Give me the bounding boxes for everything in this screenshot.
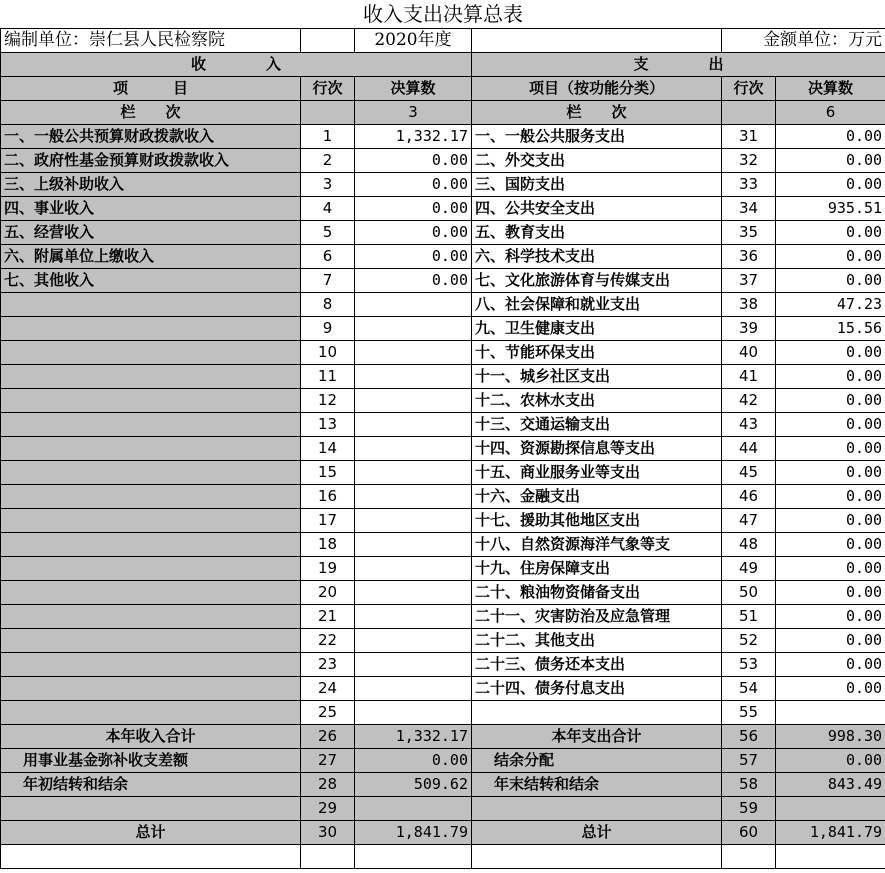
- empty-cell: [722, 845, 776, 869]
- expense-amount: 998.30: [776, 725, 885, 749]
- income-line-no: 7: [301, 269, 355, 293]
- income-item: [1, 413, 301, 437]
- expense-line-no: 52: [722, 629, 776, 653]
- total-row: [1, 725, 885, 749]
- table-row: [1, 389, 885, 413]
- money-unit: 金额单位：万元: [722, 29, 885, 53]
- blank-row: [1, 797, 885, 821]
- income-amount: [355, 797, 472, 821]
- expense-amount: 0.00: [776, 749, 885, 773]
- expense-item: [472, 701, 722, 725]
- empty-cell: [301, 845, 355, 869]
- income-line-no: 17: [301, 509, 355, 533]
- income-line-no: 20: [301, 581, 355, 605]
- expense-line-no: 32: [722, 149, 776, 173]
- table-row: [1, 173, 885, 197]
- trailing-empty-row: [1, 845, 885, 869]
- expense-line-no: 53: [722, 653, 776, 677]
- expense-line-no: 34: [722, 197, 776, 221]
- expense-amount: 0.00: [776, 509, 885, 533]
- income-amount: [355, 461, 472, 485]
- income-line-no: 14: [301, 437, 355, 461]
- expense-amount: 0.00: [776, 173, 885, 197]
- income-line-no: 13: [301, 413, 355, 437]
- expense-item: 二十二、其他支出: [472, 629, 722, 653]
- income-item: [1, 557, 301, 581]
- expense-amount: 0.00: [776, 557, 885, 581]
- income-item: 六、附属单位上缴收入: [1, 245, 301, 269]
- expense-amount: 0.00: [776, 245, 885, 269]
- income-line-no: 16: [301, 485, 355, 509]
- income-line-no: 8: [301, 293, 355, 317]
- expense-item: 十七、援助其他地区支出: [472, 509, 722, 533]
- expense-item: 二十三、债务还本支出: [472, 653, 722, 677]
- expense-amount: 0.00: [776, 341, 885, 365]
- table-row: [1, 509, 885, 533]
- income-amount: [355, 629, 472, 653]
- table-row: [1, 221, 885, 245]
- expense-line-no: 42: [722, 389, 776, 413]
- table-row: [1, 581, 885, 605]
- income-amount: [355, 581, 472, 605]
- expense-amount: 15.56: [776, 317, 885, 341]
- income-item: [1, 485, 301, 509]
- expense-amount: [776, 797, 885, 821]
- income-line-header: 行次: [301, 77, 355, 101]
- income-summary-label: 本年收入合计: [1, 725, 301, 749]
- income-item: [1, 341, 301, 365]
- expense-line-no: 51: [722, 605, 776, 629]
- income-amount: 0.00: [355, 749, 472, 773]
- expense-amount: 1,841.79: [776, 821, 885, 845]
- income-item: 三、上级补助收入: [1, 173, 301, 197]
- income-summary-label: 年初结转和结余: [1, 773, 301, 797]
- table-row: [1, 149, 885, 173]
- expense-amount: 0.00: [776, 125, 885, 149]
- income-amount: [355, 485, 472, 509]
- expense-line-no: 31: [722, 125, 776, 149]
- expense-item: 九、卫生健康支出: [472, 317, 722, 341]
- expense-line-no: 38: [722, 293, 776, 317]
- income-line-no: 28: [301, 773, 355, 797]
- expense-line-no: 40: [722, 341, 776, 365]
- income-line-no: 25: [301, 701, 355, 725]
- income-section-header: 收 入: [1, 53, 472, 77]
- table-row: [1, 605, 885, 629]
- income-item: [1, 437, 301, 461]
- expense-column-number: 6: [776, 101, 885, 125]
- income-amount: 1,332.17: [355, 725, 472, 749]
- income-amount-header: 决算数: [355, 77, 472, 101]
- income-column-label: 栏 次: [1, 101, 301, 125]
- expense-summary-label: 本年支出合计: [472, 725, 722, 749]
- carryover-row: [1, 773, 885, 797]
- expense-item: 十八、自然资源海洋气象等支: [472, 533, 722, 557]
- income-line-no: 11: [301, 365, 355, 389]
- income-item: 一、一般公共预算财政拨款收入: [1, 125, 301, 149]
- expense-amount: 0.00: [776, 269, 885, 293]
- table-row: [1, 293, 885, 317]
- income-amount: [355, 653, 472, 677]
- income-item: [1, 293, 301, 317]
- income-item: 五、经营收入: [1, 221, 301, 245]
- expense-summary-label: 结余分配: [472, 749, 722, 773]
- table-row: [1, 413, 885, 437]
- expense-amount-header: 决算数: [776, 77, 885, 101]
- expense-line-no: 37: [722, 269, 776, 293]
- expense-amount: 0.00: [776, 389, 885, 413]
- expense-summary-label: [472, 797, 722, 821]
- expense-amount: 935.51: [776, 197, 885, 221]
- expense-summary-label: 总计: [472, 821, 722, 845]
- income-amount: [355, 701, 472, 725]
- expense-amount: 0.00: [776, 461, 885, 485]
- expense-amount: 0.00: [776, 653, 885, 677]
- income-amount: 0.00: [355, 173, 472, 197]
- income-amount: [355, 317, 472, 341]
- reporting-unit: 编制单位：崇仁县人民检察院: [1, 29, 301, 53]
- income-line-no: 26: [301, 725, 355, 749]
- table-row: [1, 365, 885, 389]
- income-amount: 1,841.79: [355, 821, 472, 845]
- expense-item: 二十四、债务付息支出: [472, 677, 722, 701]
- income-line-no: 3: [301, 173, 355, 197]
- table-row: [1, 653, 885, 677]
- table-row: [1, 437, 885, 461]
- table-row: [1, 677, 885, 701]
- table-row: [1, 557, 885, 581]
- expense-line-no: 39: [722, 317, 776, 341]
- expense-line-no: 47: [722, 509, 776, 533]
- income-amount: [355, 413, 472, 437]
- income-line-no: 18: [301, 533, 355, 557]
- income-amount: [355, 389, 472, 413]
- income-line-no: 2: [301, 149, 355, 173]
- expense-amount: 0.00: [776, 365, 885, 389]
- expense-item: 十六、金融支出: [472, 485, 722, 509]
- income-item: [1, 605, 301, 629]
- income-amount: 0.00: [355, 197, 472, 221]
- expense-amount: 0.00: [776, 629, 885, 653]
- expense-line-no: 41: [722, 365, 776, 389]
- expense-line-no: 54: [722, 677, 776, 701]
- empty-cell: [776, 845, 885, 869]
- expense-item: 四、公共安全支出: [472, 197, 722, 221]
- income-amount: [355, 605, 472, 629]
- expense-item: 八、社会保障和就业支出: [472, 293, 722, 317]
- table-row: [1, 629, 885, 653]
- income-line-no: 5: [301, 221, 355, 245]
- expense-line-no: 33: [722, 173, 776, 197]
- income-line-no: 6: [301, 245, 355, 269]
- expense-item: 五、教育支出: [472, 221, 722, 245]
- income-item: [1, 389, 301, 413]
- expense-item: 二、外交支出: [472, 149, 722, 173]
- income-item: 二、政府性基金预算财政拨款收入: [1, 149, 301, 173]
- income-amount: 0.00: [355, 149, 472, 173]
- income-item: 七、其他收入: [1, 269, 301, 293]
- expense-line-no: 58: [722, 773, 776, 797]
- expense-summary-label: 年末结转和结余: [472, 773, 722, 797]
- income-line-no: 30: [301, 821, 355, 845]
- income-amount: [355, 437, 472, 461]
- income-amount: 0.00: [355, 269, 472, 293]
- income-amount: [355, 677, 472, 701]
- fiscal-year: 2020年度: [355, 29, 472, 53]
- grand-total-row: [1, 821, 885, 845]
- table-row: [1, 701, 885, 725]
- expense-line-no: 48: [722, 533, 776, 557]
- empty-cell: [1, 845, 301, 869]
- expense-amount: 0.00: [776, 533, 885, 557]
- expense-line-no: 35: [722, 221, 776, 245]
- expense-item-header: 项目（按功能分类）: [472, 77, 722, 101]
- income-line-no: 27: [301, 749, 355, 773]
- income-line-no: 29: [301, 797, 355, 821]
- expense-line-no: 43: [722, 413, 776, 437]
- expense-item: 十一、城乡社区支出: [472, 365, 722, 389]
- expense-item: 十、节能环保支出: [472, 341, 722, 365]
- income-item: [1, 701, 301, 725]
- expense-line-no: 60: [722, 821, 776, 845]
- income-item: [1, 533, 301, 557]
- table-row: [1, 461, 885, 485]
- income-item: [1, 509, 301, 533]
- income-amount: [355, 341, 472, 365]
- expense-item: 一、一般公共服务支出: [472, 125, 722, 149]
- empty-cell: [355, 845, 472, 869]
- income-line-no: 23: [301, 653, 355, 677]
- table-title: 收入支出决算总表: [1, 0, 885, 29]
- expense-amount: 47.23: [776, 293, 885, 317]
- expense-line-no: 50: [722, 581, 776, 605]
- income-amount: 0.00: [355, 221, 472, 245]
- income-item: [1, 317, 301, 341]
- expense-item: 二十、粮油物资储备支出: [472, 581, 722, 605]
- expense-line-no: 36: [722, 245, 776, 269]
- income-summary-label: 总计: [1, 821, 301, 845]
- expense-amount: 0.00: [776, 221, 885, 245]
- income-item: [1, 461, 301, 485]
- expense-amount: 843.49: [776, 773, 885, 797]
- expense-item: 十五、商业服务业等支出: [472, 461, 722, 485]
- adjustment-row: [1, 749, 885, 773]
- expense-amount: 0.00: [776, 581, 885, 605]
- expense-line-header: 行次: [722, 77, 776, 101]
- expense-amount: 0.00: [776, 437, 885, 461]
- expense-line-no: 55: [722, 701, 776, 725]
- income-line-no: 9: [301, 317, 355, 341]
- expense-line-no: 44: [722, 437, 776, 461]
- income-line-no: 21: [301, 605, 355, 629]
- expense-amount: 0.00: [776, 485, 885, 509]
- expense-amount: [776, 701, 885, 725]
- income-item: [1, 653, 301, 677]
- income-amount: 1,332.17: [355, 125, 472, 149]
- income-line-no: 1: [301, 125, 355, 149]
- expense-item: 六、科学技术支出: [472, 245, 722, 269]
- expense-amount: 0.00: [776, 413, 885, 437]
- expense-item: 十三、交通运输支出: [472, 413, 722, 437]
- table-row: [1, 125, 885, 149]
- income-line-no: 4: [301, 197, 355, 221]
- income-line-no: 22: [301, 629, 355, 653]
- income-amount: [355, 509, 472, 533]
- income-line-no: 12: [301, 389, 355, 413]
- table-row: [1, 341, 885, 365]
- income-summary-label: [1, 797, 301, 821]
- expense-amount: 0.00: [776, 149, 885, 173]
- expense-line-no: 57: [722, 749, 776, 773]
- income-line-no: 10: [301, 341, 355, 365]
- expense-item: 三、国防支出: [472, 173, 722, 197]
- expense-item: 七、文化旅游体育与传媒支出: [472, 269, 722, 293]
- income-line-no: 24: [301, 677, 355, 701]
- table-row: [1, 317, 885, 341]
- expense-item: 十四、资源勘探信息等支出: [472, 437, 722, 461]
- expense-line-no: 59: [722, 797, 776, 821]
- income-amount: 509.62: [355, 773, 472, 797]
- table-row: [1, 197, 885, 221]
- income-summary-label: 用事业基金弥补收支差额: [1, 749, 301, 773]
- income-item: [1, 581, 301, 605]
- income-item: [1, 677, 301, 701]
- income-column-number: 3: [355, 101, 472, 125]
- income-item: [1, 629, 301, 653]
- income-line-no: 15: [301, 461, 355, 485]
- income-amount: 0.00: [355, 245, 472, 269]
- table-row: [1, 269, 885, 293]
- income-item: [1, 365, 301, 389]
- table-row: [1, 533, 885, 557]
- income-line-no: 19: [301, 557, 355, 581]
- expense-amount: 0.00: [776, 677, 885, 701]
- expense-item: 十二、农林水支出: [472, 389, 722, 413]
- income-amount: [355, 533, 472, 557]
- table-row: [1, 485, 885, 509]
- expense-section-header: 支 出: [472, 53, 885, 77]
- income-amount: [355, 557, 472, 581]
- expense-amount: 0.00: [776, 605, 885, 629]
- expense-line-no: 45: [722, 461, 776, 485]
- income-item: 四、事业收入: [1, 197, 301, 221]
- income-amount: [355, 293, 472, 317]
- expense-line-no: 56: [722, 725, 776, 749]
- income-item-header: 项 目: [1, 77, 301, 101]
- expense-column-label: 栏 次: [472, 101, 722, 125]
- expense-line-no: 46: [722, 485, 776, 509]
- expense-item: 十九、住房保障支出: [472, 557, 722, 581]
- expense-item: 二十一、灾害防治及应急管理: [472, 605, 722, 629]
- empty-cell: [472, 845, 722, 869]
- income-amount: [355, 365, 472, 389]
- table-row: [1, 245, 885, 269]
- expense-line-no: 49: [722, 557, 776, 581]
